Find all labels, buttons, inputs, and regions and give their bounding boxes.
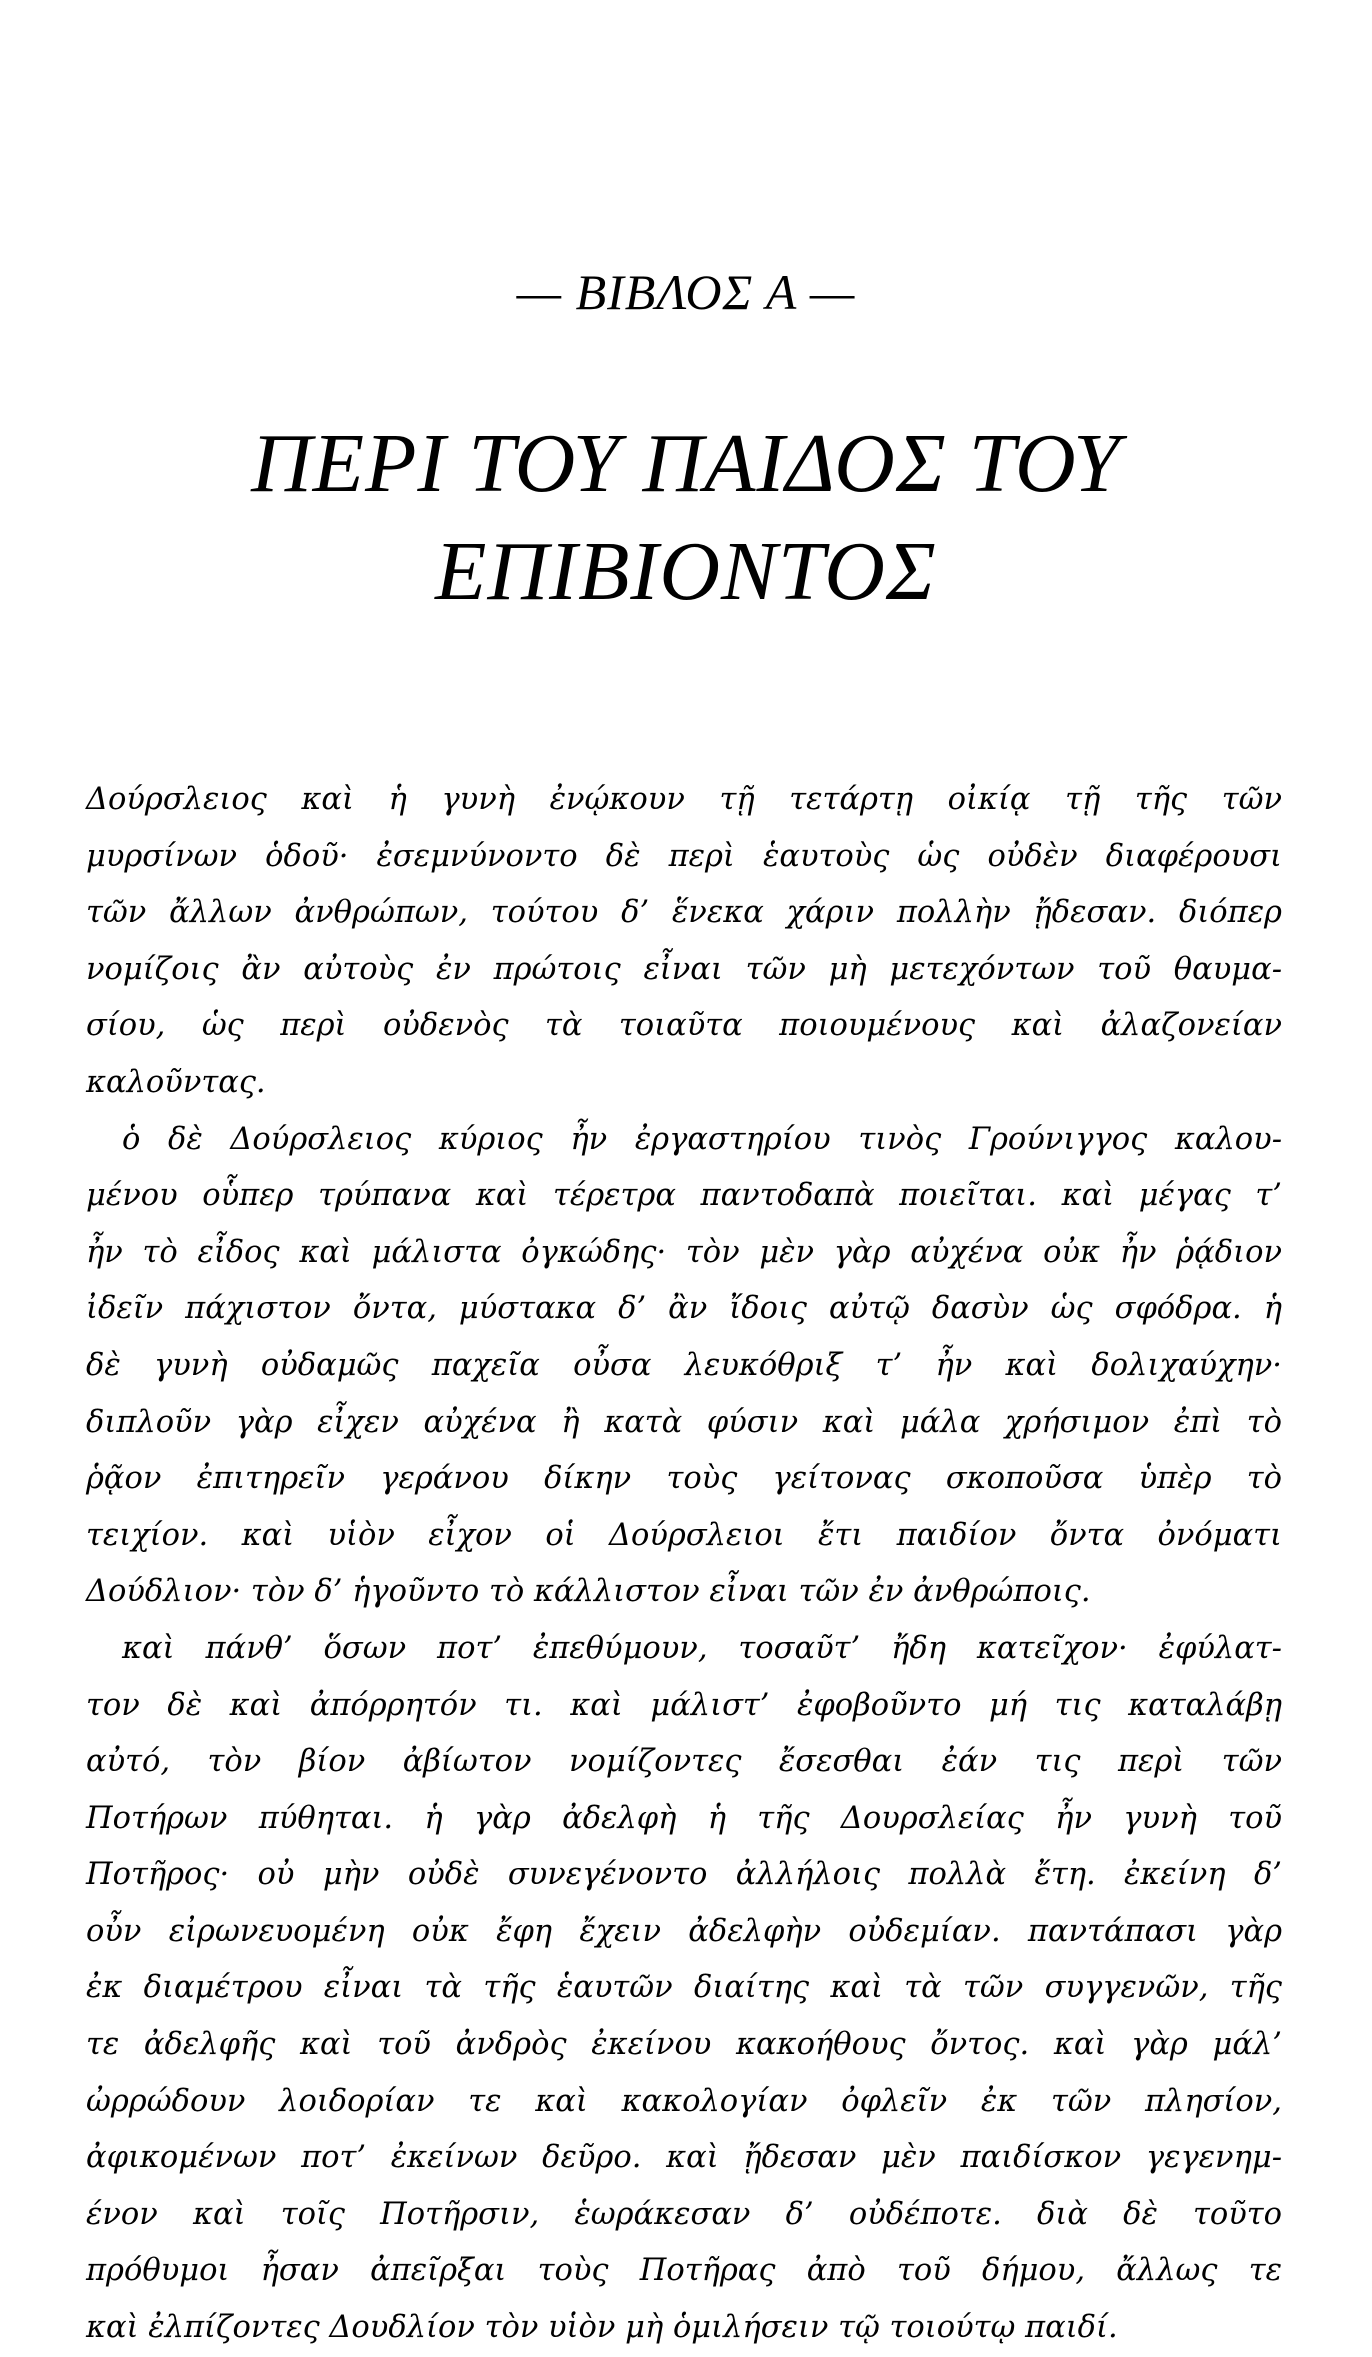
text-line: οὖν εἰρωνευομένη οὐκ ἔφη ἔχειν ἀδελφὴν οὐδεμίαν. παντάπασι γὰρ — [86, 1913, 1282, 1949]
paragraph-2 — [86, 1112, 1282, 1621]
text-line: δὲ γυνὴ οὐδαμῶς παχεῖα οὖσα λευκόθριξ τ’ ἦν καὶ δολιχαύχην· — [86, 1347, 1282, 1383]
book-label: — ΒΙΒΛΟΣ Α — — [516, 264, 856, 320]
text-line: μυρσίνων ὁδοῦ· ἐσεμνύνοντο δὲ περὶ ἑαυτοὺς ὡς οὐδὲν διαφέρουσι — [86, 838, 1282, 874]
text-line: σίου, ὡς περὶ οὐδενὸς τὰ τοιαῦτα ποιουμένους καὶ ἀλαζονείαν — [86, 1008, 1282, 1044]
text-line: μένου οὗπερ τρύπανα καὶ τέρετρα παντοδαπὰ ποιεῖται. καὶ μέγας τ’ — [86, 1178, 1282, 1214]
text-line: τῶν ἄλλων ἀνθρώπων, τούτου δ’ ἕνεκα χάριν πολλὴν ᾔδεσαν. διόπερ — [86, 895, 1282, 931]
text-line: ῥᾷον ἐπιτηρεῖν γεράνου δίκην τοὺς γείτονας σκοποῦσα ὑπὲρ τὸ — [86, 1461, 1282, 1497]
text-line: καλοῦντας. — [86, 1064, 266, 1100]
text-line: πρόθυμοι ἦσαν ἀπεῖρξαι τοὺς Ποτῆρας ἀπὸ τοῦ δήμου, ἄλλως τε — [86, 2253, 1282, 2289]
text-line: καὶ ἐλπίζοντες Δουδλίον τὸν υἱὸν μὴ ὁμιλήσειν τῷ τοιούτῳ παιδί. — [86, 2310, 1118, 2346]
chapter-title — [0, 410, 1372, 626]
text-line: Ποτῆρος· οὐ μὴν οὐδὲ συνεγένοντο ἀλλήλοις πολλὰ ἔτη. ἐκείνη δ’ — [86, 1857, 1282, 1893]
text-line: ἐκ διαμέτρου εἶναι τὰ τῆς ἑαυτῶν διαίτης καὶ τὰ τῶν συγγενῶν, τῆς — [86, 1970, 1282, 2006]
text-line: Δούδλιον· τὸν δ’ ἡγοῦντο τὸ κάλλιστον εἶναι τῶν ἐν ἀνθρώποις. — [86, 1574, 1091, 1610]
text-line: τε ἀδελφῆς καὶ τοῦ ἀνδρὸς ἐκείνου κακοήθους ὄντος. καὶ γὰρ μάλ’ — [86, 2027, 1282, 2063]
text-line: ἦν τὸ εἶδος καὶ μάλιστα ὀγκώδης· τὸν μὲν γὰρ αὐχένα οὐκ ἦν ῥᾴδιον — [86, 1234, 1282, 1270]
text-line: αὐτό, τὸν βίον ἀβίωτον νομίζοντες ἔσεσθαι ἐάν τις περὶ τῶν — [86, 1744, 1282, 1780]
text-line: διπλοῦν γὰρ εἶχεν αὐχένα ἢ κατὰ φύσιν καὶ μάλα χρήσιμον ἐπὶ τὸ — [86, 1404, 1282, 1440]
chapter-title-line-1: ΠΕΡΙ ΤΟΥ ΠΑΙΔΟΣ ΤΟΥ — [251, 417, 1121, 510]
text-line: τον δὲ καὶ ἀπόρρητόν τι. καὶ μάλιστ’ ἐφοβοῦντο μή τις καταλάβῃ — [86, 1687, 1282, 1723]
text-line: τειχίον. καὶ υἱὸν εἶχον οἱ Δούρσλειοι ἔτι παιδίον ὄντα ὀνόματι — [86, 1517, 1282, 1553]
text-line: Δούρσλειος καὶ ἡ γυνὴ ἐνῴκουν τῇ τετάρτῃ οἰκίᾳ τῇ τῆς τῶν — [86, 782, 1282, 817]
chapter-title-line-2: ΕΠΙΒΙΟΝΤΟΣ — [435, 525, 937, 618]
text-line: ὁ δὲ Δούρσλειος κύριος ἦν ἐργαστηρίου τινὸς Γρούνιγγος καλου- — [122, 1121, 1282, 1157]
text-line: νομίζοις ἂν αὐτοὺς ἐν πρώτοις εἶναι τῶν μὴ μετεχόντων τοῦ θαυμα- — [86, 951, 1282, 987]
text-line: ὠρρώδουν λοιδορίαν τε καὶ κακολογίαν ὀφλεῖν ἐκ τῶν πλησίον, — [86, 2083, 1282, 2119]
paragraph-3 — [86, 1621, 1282, 2357]
body-text — [86, 772, 1282, 2357]
text-line: καὶ πάνθ’ ὅσων ποτ’ ἐπεθύμουν, τοσαῦτ’ ἤδη κατεῖχον· ἐφύλατ- — [122, 1630, 1282, 1666]
text-line: ἀφικομένων ποτ’ ἐκείνων δεῦρο. καὶ ᾔδεσαν μὲν παιδίσκον γεγενημ- — [86, 2140, 1282, 2176]
paragraph-1 — [86, 772, 1282, 1112]
text-line: ένον καὶ τοῖς Ποτῆρσιν, ἑωράκεσαν δ’ οὐδέποτε. διὰ δὲ τοῦτο — [86, 2196, 1282, 2232]
text-line: Ποτήρων πύθηται. ἡ γὰρ ἀδελφὴ ἡ τῆς Δουρσλείας ἦν γυνὴ τοῦ — [86, 1800, 1282, 1836]
text-line: ἰδεῖν πάχιστον ὄντα, μύστακα δ’ ἂν ἴδοις αὐτῷ δασὺν ὡς σφόδρα. ἡ — [86, 1291, 1282, 1327]
